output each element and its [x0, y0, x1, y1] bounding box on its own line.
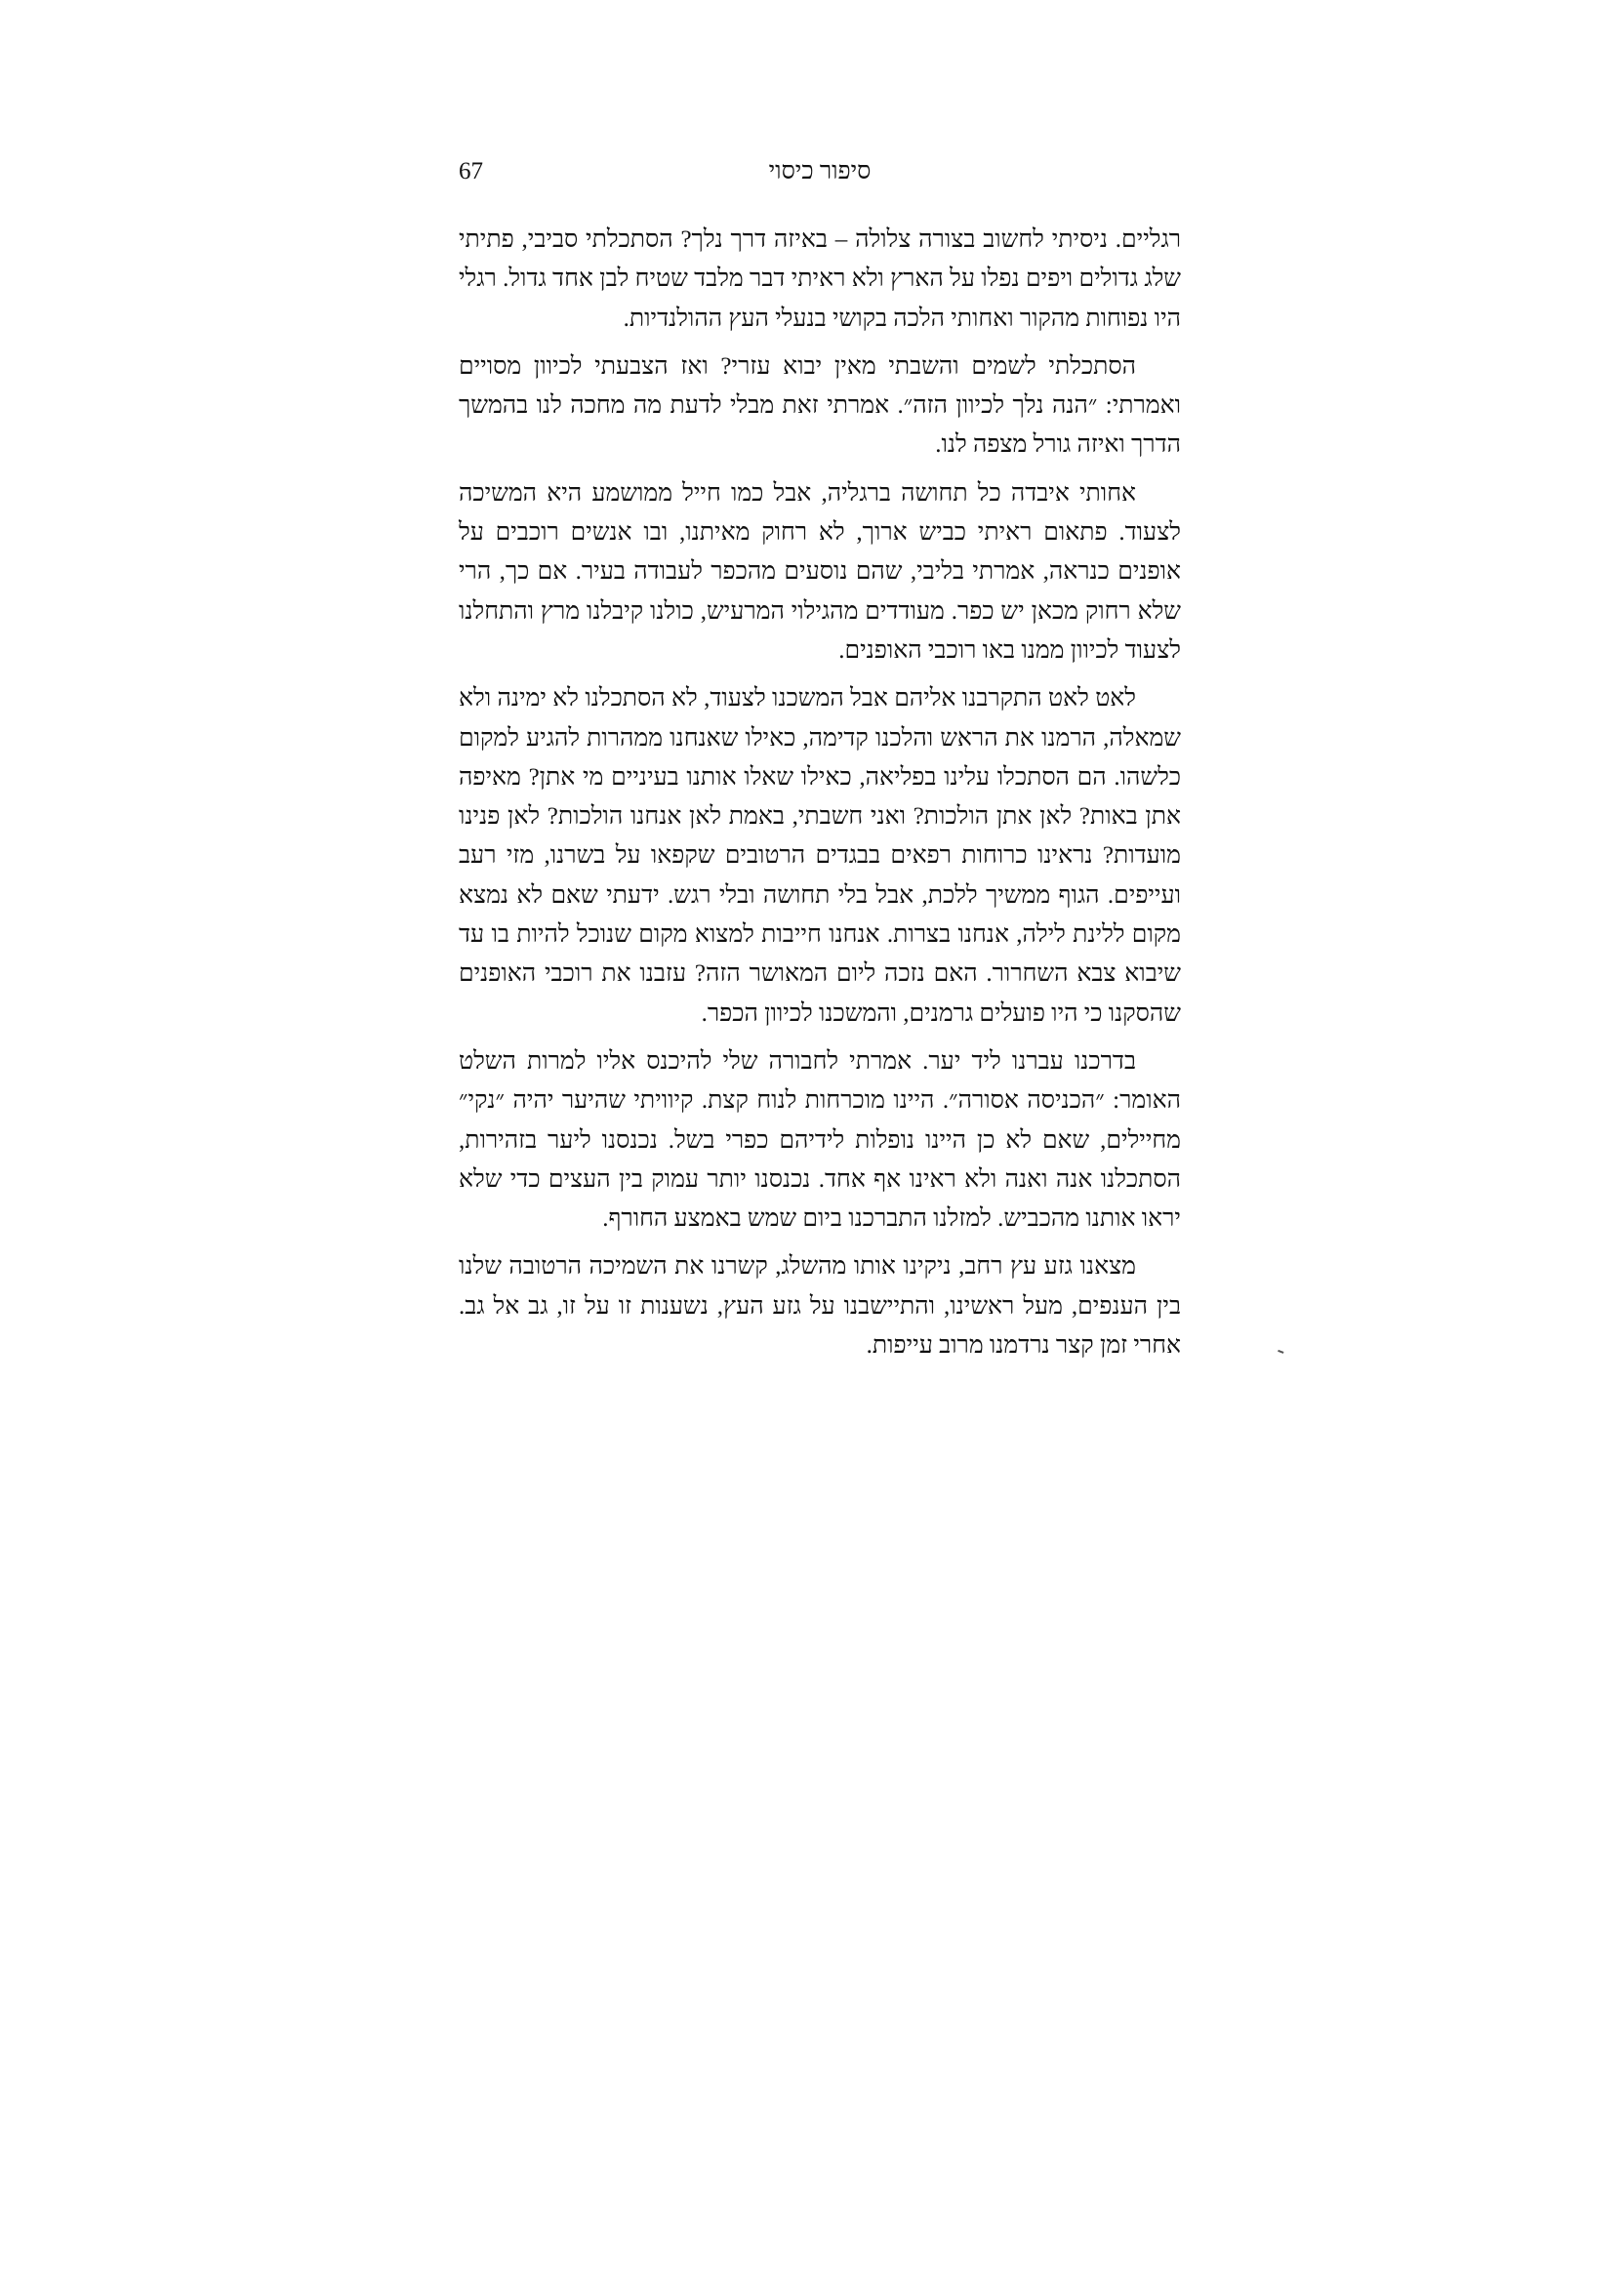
- paragraph-4: לאט לאט התקרבנו אליהם אבל המשכנו לצעוד, לא הסתכלנו לא ימינה ולא שמאלה, הרמנו את הראש והלכנו קדימה, כאילו שאנחנו ממהרות להגיע למקום כלשהו. הם הסתכלו עלינו בפליאה, כאילו שאלו אותנו בעיניים מי אתן? מאיפה אתן באות? לאן אתן הולכות? ואני חשבתי, באמת לאן אנחנו הולכות? לאן פנינו מועדות? נראינו כרוחות רפאים בבגדים הרטובים שקפאו על בשרנו, מזי רעב ועייפים. הגוף ממשיך ללכת, אבל בלי תחושה ובלי רגש. ידעתי שאם לא נמצא מקום ללינת לילה, אנחנו בצרות. אנחנו חייבות למצוא מקום שנוכל להיות בו עד שיבוא צבא השחרור. האם נזכה ליום המאושר הזה? עזבנו את רוכבי האופנים שהסקנו כי היו פועלים גרמנים, והמשכנו לכיוון הכפר.: [459, 685, 1181, 1027]
- paragraph-3: אחותי איבדה כל תחושה ברגליה, אבל כמו חייל ממושמע היא המשיכה לצעוד. פתאום ראיתי כביש ארוך, לא רחוק מאיתנו, ובו אנשים רוכבים על אופנים כנראה, אמרתי בליבי, שהם נוסעים מהכפר לעבודה בעיר. אם כך, הרי שלא רחוק מכאן יש כפר. מעודדים מהגילוי המרעיש, כולנו קיבלנו מרץ והתחלנו לצעוד לכיוון ממנו באו רוכבי האופנים.: [459, 479, 1181, 664]
- running-title: סיפור כיסוי: [768, 158, 872, 184]
- scan-speck-mark: [1278, 1346, 1285, 1354]
- paragraph-5: בדרכנו עברנו ליד יער. אמרתי לחבורה שלי להיכנס אליו למרות השלט האומר: ״הכניסה אסורה״. היינו מוכרחות לנוח קצת. קיוויתי שהיער יהיה ״נקי״ מחיילים, שאם לא כן היינו נופלות לידיהם כפרי בשל. נכנסנו ליער בזהירות, הסתכלנו אנה ואנה ולא ראינו אף אחד. נכנסנו יותר עמוק בין העצים כדי שלא יראו אותנו מהכביש. למזלנו התברכנו ביום שמש באמצע החורף.: [459, 1047, 1181, 1233]
- page-header: [459, 156, 1181, 195]
- page-number: 67: [459, 158, 483, 184]
- paragraph-6: מצאנו גזע עץ רחב, ניקינו אותו מהשלג, קשרנו את השמיכה הרטובה שלנו בין הענפים, מעל ראשינו, והתיישבנו על גזע העץ, נשענות זו על זו, גב אל גב. אחרי זמן קצר נרדמנו מרוב עייפות.: [459, 1253, 1181, 1360]
- paragraph-2: הסתכלתי לשמים והשבתי מאין יבוא עזרי? ואז הצבעתי לכיוון מסויים ואמרתי: ״הנה נלך לכיוון הזה״. אמרתי זאת מבלי לדעת מה מחכה לנו בהמשך הדרך ואיזה גורל מצפה לנו.: [459, 352, 1181, 459]
- paragraph-1: רגליים. ניסיתי לחשוב בצורה צלולה – באיזה דרך נלך? הסתכלתי סביבי, פתיתי שלג גדולים ויפים נפלו על הארץ ולא ראיתי דבר מלבד שטיח לבן אחד גדול. רגלי היו נפוחות מהקור ואחותי הלכה בקושי בנעלי העץ ההולנדיות.: [459, 226, 1181, 332]
- body-text: [459, 221, 1181, 1365]
